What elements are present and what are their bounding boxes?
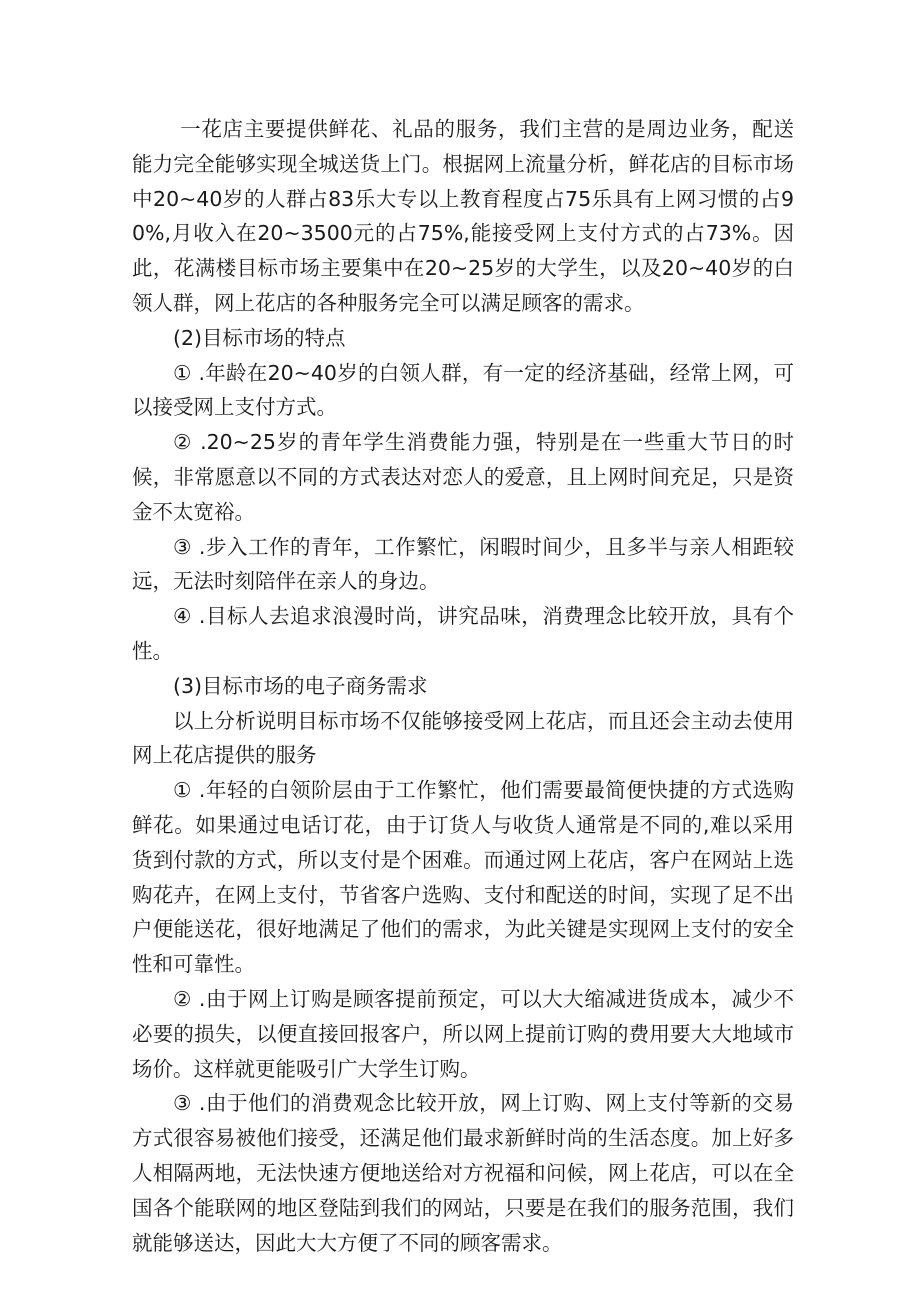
paragraph-characteristic-3: ③ .步入工作的青年，工作繁忙，闲暇时间少，且多半与亲人相距较远，无法时刻陪伴在亲人的身边。 xyxy=(132,534,794,594)
paragraph-characteristic-4: ④ .目标人去追求浪漫时尚，讲究品味，消费理念比较开放，具有个性。 xyxy=(132,604,794,663)
document-body xyxy=(132,112,794,1260)
paragraph-need-2: ② .由于网上订购是顾客提前预定，可以大大缩减进货成本，减少不必要的损失，以便直接回报客户，所以网上提前订购的费用要大大地域市场价。这样就更能吸引广大学生订购。 xyxy=(132,986,794,1081)
paragraph-need-3: ③ .由于他们的消费观念比较开放，网上订购、网上支付等新的交易方式很容易被他们接受，还满足他们最求新鲜时尚的生活态度。加上好多人相隔两地，无法快速方便地送给对方祝福和问候，网上花店，可以在全国各个能联网的地区登陆到我们的网站，只要是在我们的服务范围，我们就能够送达，因此大大方便了不同的顾客需求。 xyxy=(132,1091,794,1255)
paragraph-target-market-overview: 一花店主要提供鲜花、礼品的服务，我们主营的是周边业务，配送能力完全能够实现全城送货上门。根据网上流量分析，鲜花店的目标市场中20~40岁的人群占83乐大专以上教育程度占75乐具有上网习惯的占90%,月收入在20~3500元的占75%,能接受网上支付方式的占73%。因此，花满楼目标市场主要集中在20~25岁的大学生，以及20~40岁的白领人群，网上花店的各种服务完全可以满足顾客的需求。 xyxy=(132,117,794,315)
heading-ecommerce-needs: (3)目标市场的电子商务需求 xyxy=(173,673,428,698)
heading-market-characteristics: (2)目标市场的特点 xyxy=(173,325,346,350)
paragraph-characteristic-1: ① .年龄在20~40岁的白领人群，有一定的经济基础，经常上网，可以接受网上支付方式。 xyxy=(132,360,794,420)
paragraph-needs-intro: 以上分析说明目标市场不仅能够接受网上花店，而且还会主动去使用网上花店提供的服务 xyxy=(132,708,794,768)
paragraph-characteristic-2: ② .20~25岁的青年学生消费能力强，特别是在一些重大节日的时候，非常愿意以不同的方式表达对恋人的爱意，且上网时间充足，只是资金不太宽裕。 xyxy=(132,430,794,524)
paragraph-need-1: ① .年轻的白领阶层由于工作繁忙，他们需要最简便快捷的方式选购鲜花。如果通过电话订花，由于订货人与收货人通常是不同的,难以采用货到付款的方式，所以支付是个困难。而通过网上花店，客户在网站上选购花卉，在网上支付，节省客户选购、支付和配送的时间，实现了足不出户便能送花，很好地满足了他们的需求，为此关键是实现网上支付的安全性和可靠性。 xyxy=(132,778,794,977)
